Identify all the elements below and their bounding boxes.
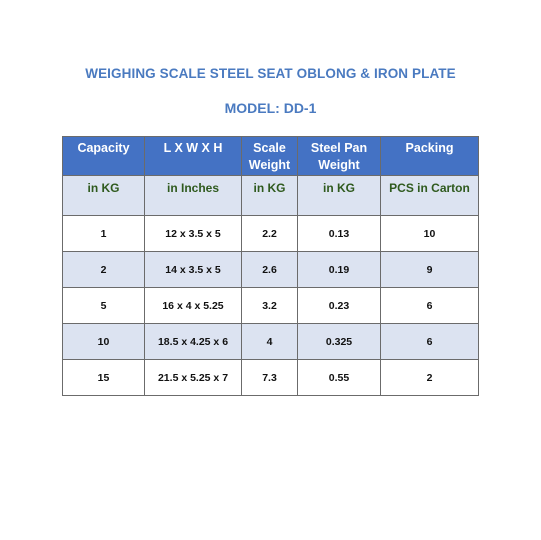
- cell-dimensions: 16 x 4 x 5.25: [145, 288, 242, 324]
- header-scale-weight: Scale Weight: [242, 137, 298, 176]
- unit-dimensions: in Inches: [145, 176, 242, 216]
- cell-steel-pan-weight: 0.19: [298, 252, 381, 288]
- cell-dimensions: 21.5 x 5.25 x 7: [145, 360, 242, 396]
- table-row: [63, 360, 479, 396]
- page-title: WEIGHING SCALE STEEL SEAT OBLONG & IRON PLATE: [85, 66, 456, 81]
- cell-scale-weight: 4: [242, 324, 298, 360]
- unit-steel-pan-weight: in KG: [298, 176, 381, 216]
- cell-scale-weight: 7.3: [242, 360, 298, 396]
- model-label: MODEL: DD-1: [224, 100, 317, 116]
- cell-packing: 9: [381, 252, 479, 288]
- unit-scale-weight: in KG: [242, 176, 298, 216]
- header-capacity: Capacity: [63, 137, 145, 176]
- cell-capacity: 10: [63, 324, 145, 360]
- table-row: [63, 252, 479, 288]
- cell-steel-pan-weight: 0.325: [298, 324, 381, 360]
- cell-dimensions: 12 x 3.5 x 5: [145, 216, 242, 252]
- cell-capacity: 1: [63, 216, 145, 252]
- header-row: [63, 137, 479, 176]
- cell-dimensions: 14 x 3.5 x 5: [145, 252, 242, 288]
- units-row: [63, 176, 479, 216]
- cell-packing: 6: [381, 288, 479, 324]
- header-dimensions: L X W X H: [145, 137, 242, 176]
- unit-capacity: in KG: [63, 176, 145, 216]
- table-row: [63, 288, 479, 324]
- cell-capacity: 15: [63, 360, 145, 396]
- cell-capacity: 5: [63, 288, 145, 324]
- table-row: [63, 216, 479, 252]
- cell-steel-pan-weight: 0.23: [298, 288, 381, 324]
- cell-dimensions: 18.5 x 4.25 x 6: [145, 324, 242, 360]
- cell-steel-pan-weight: 0.55: [298, 360, 381, 396]
- table-row: [63, 324, 479, 360]
- cell-steel-pan-weight: 0.13: [298, 216, 381, 252]
- cell-scale-weight: 2.6: [242, 252, 298, 288]
- cell-scale-weight: 3.2: [242, 288, 298, 324]
- cell-packing: 10: [381, 216, 479, 252]
- header-packing: Packing: [381, 137, 479, 176]
- cell-scale-weight: 2.2: [242, 216, 298, 252]
- spec-table: [62, 136, 479, 396]
- unit-packing: PCS in Carton: [381, 176, 479, 216]
- header-steel-pan-weight: Steel Pan Weight: [298, 137, 381, 176]
- cell-capacity: 2: [63, 252, 145, 288]
- cell-packing: 6: [381, 324, 479, 360]
- cell-packing: 2: [381, 360, 479, 396]
